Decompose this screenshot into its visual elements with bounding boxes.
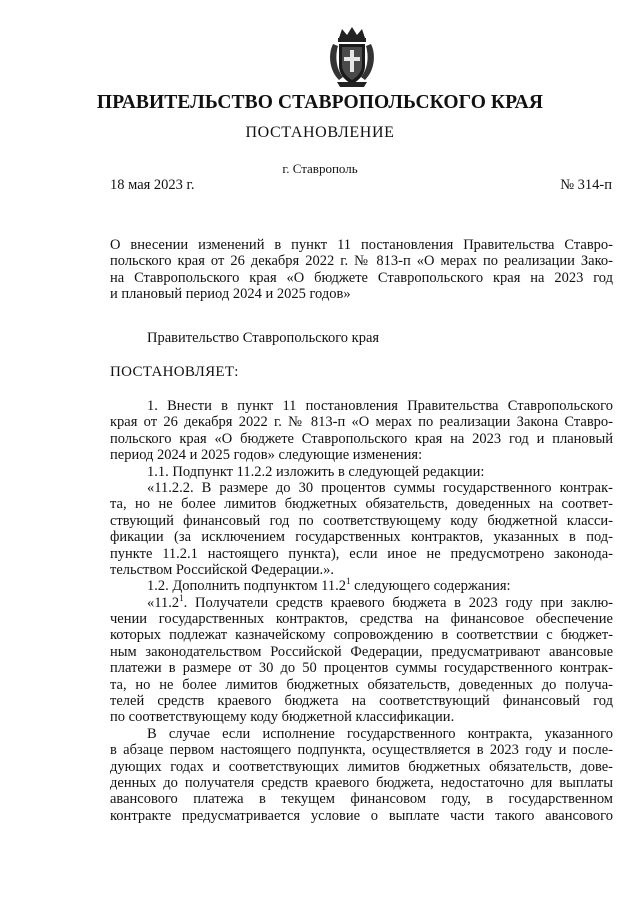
- body-line: 1. Внести в пункт 11 постановления Правительства Ставропольского: [147, 398, 613, 414]
- body-line: «11.2.2. В размере до 30 процентов суммы государственного контрак-: [147, 479, 613, 496]
- decrees-heading: ПОСТАНОВЛЯЕТ:: [110, 364, 239, 380]
- body-line: платежи в размере от 30 до 50 процентов суммы государственного контрак-: [110, 660, 613, 677]
- document-date: 18 мая 2023 г.: [110, 177, 195, 193]
- issuing-city: г. Ставрополь: [282, 161, 358, 176]
- body-line: авансового платежа в текущем финансовом году, в государственном: [110, 791, 613, 808]
- body-text: «11.2: [147, 594, 180, 611]
- body-line: та, но не более лимитов бюджетных обязательств, доведенных на соответ-: [110, 496, 613, 513]
- body-line: польского края «О бюджете Ставропольского края на 2023 год и плановый: [110, 430, 613, 447]
- document-subject: [110, 237, 613, 303]
- body-line: ным законодательством Российской Федерации, предусматривают авансовые: [110, 643, 613, 660]
- body-line: края от 26 декабря 2022 г. № 813-п «О мерах по реализации Закона Ставро-: [110, 414, 613, 431]
- body-text: следующего содержания:: [350, 578, 511, 595]
- body-line: чении государственных контрактов, средства на финансовое обеспечение: [110, 611, 613, 628]
- body-line: тельством Российской Федерации.».: [110, 561, 334, 578]
- body-line: ствующий финансовый год по соответствующему коду бюджетной класси-: [110, 512, 613, 529]
- document-body: [110, 398, 613, 824]
- body-line: пункте 11.2.1 настоящего пункта), если иное не предусмотрено законода-: [110, 545, 613, 562]
- body-line: которых подлежат казначейскому сопровождению в соответствии с бюджет-: [110, 627, 613, 644]
- subject-line: О внесении изменений в пункт 11 постановления Правительства Ставро-: [110, 237, 613, 253]
- body-text: 1.2. Дополнить подпунктом 11.2: [147, 578, 347, 595]
- body-line: дующих годах и соответствующих лимитов бюджетных обязательств, дове-: [110, 758, 613, 775]
- body-line: фикации (за исключением государственных контрактов, указанных в под-: [110, 529, 613, 546]
- coat-of-arms-emblem: [327, 26, 377, 88]
- issuing-authority: Правительство Ставропольского края: [147, 330, 380, 346]
- body-line: В случае если исполнение государственного контракта, указанного: [147, 725, 613, 742]
- body-line: телей средств краевого бюджета на соответствующий финансовый год: [110, 693, 613, 710]
- subject-line: польского края от 26 декабря 2022 г. № 813-п «О мерах по реализации Зако-: [110, 253, 613, 270]
- superscript: 1: [179, 592, 184, 603]
- subject-line: на Ставропольского края «О бюджете Ставропольского края на 2023 год: [110, 269, 613, 286]
- document-number: № 314-п: [560, 177, 612, 193]
- body-line: 1.1. Подпункт 11.2.2 изложить в следующей редакции:: [147, 463, 485, 480]
- body-line: [110, 578, 613, 594]
- subject-line: и плановый период 2024 и 2025 годов»: [110, 286, 351, 303]
- document-type: ПОСТАНОВЛЕНИЕ: [245, 124, 395, 141]
- superscript: 1: [346, 576, 351, 587]
- body-line: [110, 592, 613, 611]
- body-line: период 2024 и 2025 годов» следующие изменения:: [110, 447, 423, 464]
- body-line: по соответствующему коду бюджетной классификации.: [110, 709, 455, 726]
- body-line: контракте предусматривается условие о выплате части такого авансового: [110, 807, 613, 824]
- body-text: . Получатели средств краевого бюджета в 2023 году при заклю-: [183, 594, 613, 611]
- body-line: денных до получателя средств краевого бюджета, недостаточно для выплаты: [110, 774, 613, 791]
- body-line: та, но не более лимитов бюджетных обязательств, доведенных до получа-: [110, 676, 613, 693]
- government-title: ПРАВИТЕЛЬСТВО СТАВРОПОЛЬСКОГО КРАЯ: [96, 92, 544, 113]
- body-line: в абзаце первом настоящего подпункта, осуществляется в 2023 году и после-: [110, 742, 613, 759]
